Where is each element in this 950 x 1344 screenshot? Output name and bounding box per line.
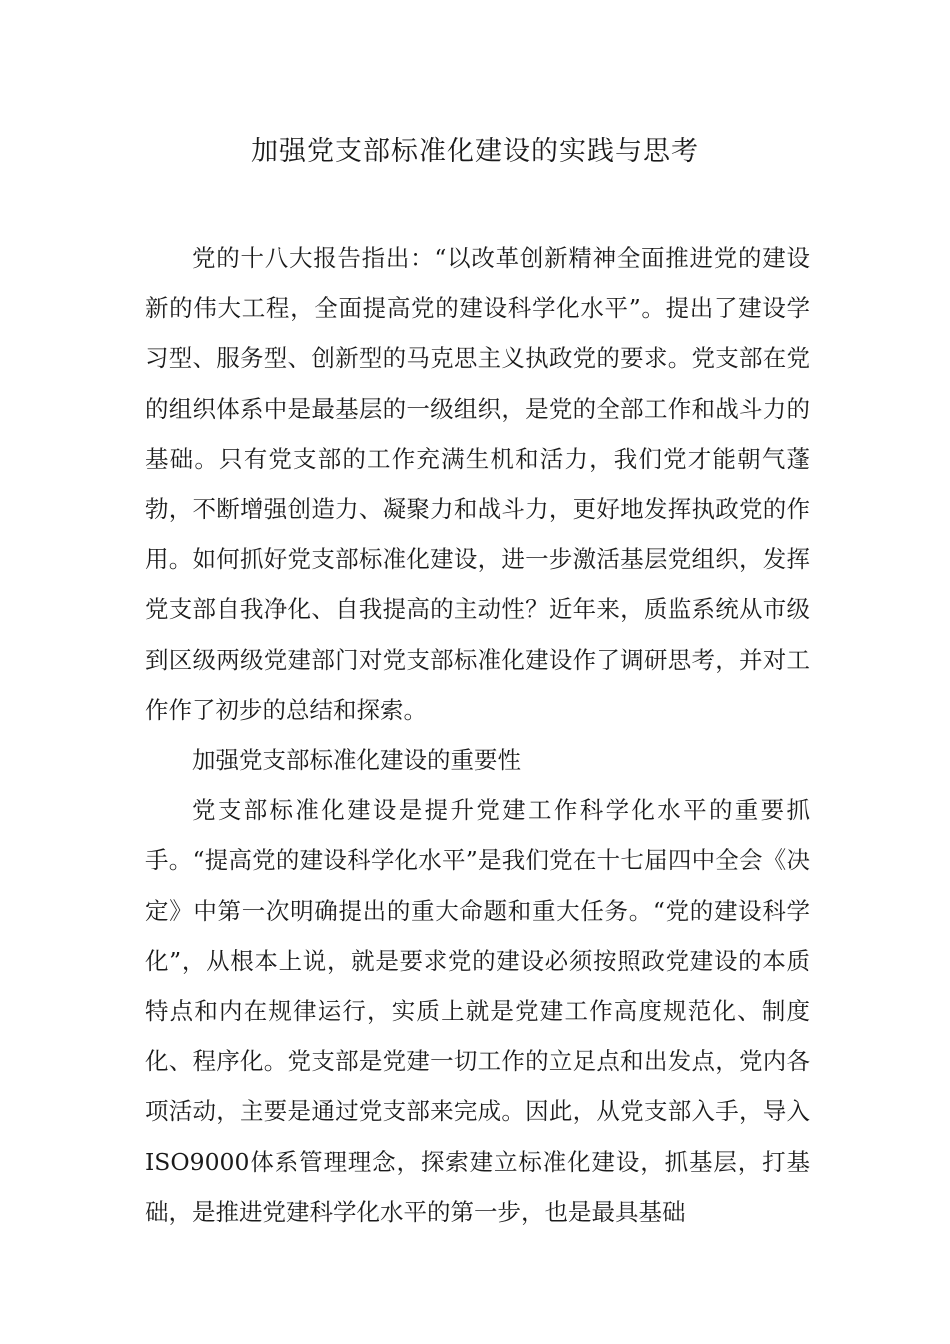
document-body bbox=[145, 233, 810, 1237]
body-paragraph-importance: 党支部标准化建设是提升党建工作科学化水平的重要抓手。“提高党的建设科学化水平”是我们党在十七届四中全会《决定》中第一次明确提出的重大命题和重大任务。“党的建设科学化”，从根本上说，就是要求党的建设必须按照政党建设的本质特点和内在规律运行，实质上就是党建工作高度规范化、制度化、程序化。党支部是党建一切工作的立足点和出发点，党内各项活动，主要是通过党支部来完成。因此，从党支部入手，导入ISO9000体系管理理念，探索建立标准化建设，抓基层，打基础，是推进党建科学化水平的第一步，也是最具基础 bbox=[145, 796, 810, 1226]
section-heading: 加强党支部标准化建设的重要性 bbox=[192, 746, 521, 775]
document-title: 加强党支部标准化建设的实践与思考 bbox=[251, 136, 699, 167]
body-paragraph-intro: 党的十八大报告指出：“以改革创新精神全面推进党的建设新的伟大工程，全面提高党的建设科学化水平”。提出了建设学习型、服务型、创新型的马克思主义执政党的要求。党支部在党的组织体系中是最基层的一级组织，是党的全部工作和战斗力的基础。只有党支部的工作充满生机和活力，我们党才能朝气蓬勃，不断增强创造力、凝聚力和战斗力，更好地发挥执政党的作用。如何抓好党支部标准化建设，进一步激活基层党组织，发挥党支部自我净化、自我提高的主动性？近年来，质监系统从市级到区级两级党建部门对党支部标准化建设作了调研思考，并对工作作了初步的总结和探索。 bbox=[145, 244, 810, 724]
